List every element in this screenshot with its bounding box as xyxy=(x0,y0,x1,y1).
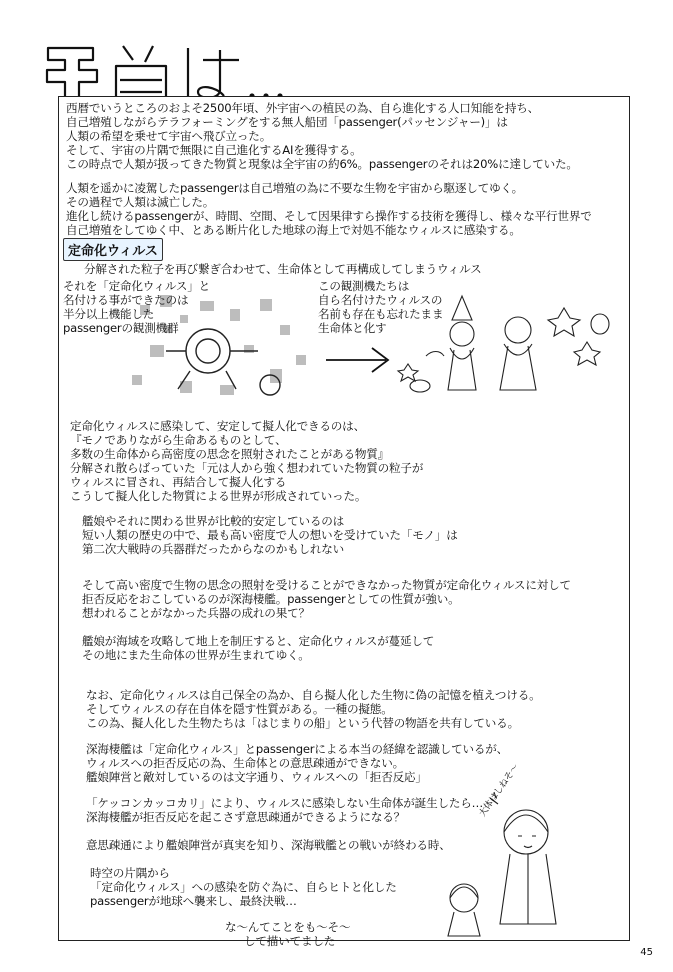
paragraph-line: 『モノでありながら生命あるものとして、 xyxy=(70,433,287,447)
paragraph-line: 深海棲艦は「定命化ウィルス」とpassengerによる本当の経緯を認識しているが、 xyxy=(86,742,509,756)
paragraph-line: なお、定命化ウィルスは自己保全の為か、自ら擬人化した生物に偽の記憶を植えつける。 xyxy=(86,688,541,702)
right-caption-line: 生命体と化す xyxy=(318,321,387,335)
paragraph-line: こうして擬人化した物質による世界が形成されていった。 xyxy=(70,489,367,503)
left-caption-line: それを「定命化ウィルス」と xyxy=(63,279,211,293)
arrow-right-icon xyxy=(324,340,394,380)
paragraph-line: 時空の片隅から xyxy=(90,866,170,880)
right-caption-line: 名前も存在も忘れたまま xyxy=(318,307,444,321)
paragraph-line: 艦娘やそれに関わる世界が比較的安定しているのは xyxy=(82,514,345,528)
doodle-caption: して描いてました xyxy=(244,934,336,948)
character-illustration xyxy=(390,294,615,414)
paragraph-line: 艦娘が海域を攻略して地上を制圧すると、定命化ウィルスが蔓延して xyxy=(82,634,435,648)
paragraph-line: 多数の生命体から高密度の思念を照射されたことがある物質』 xyxy=(70,447,390,461)
right-caption-line: この観測機たちは xyxy=(318,279,410,293)
paragraph-line: 「定命化ウィルス」への感染を防ぐ為に、自らヒトと化した xyxy=(90,880,397,894)
intro-line: 自己増殖しながらテラフォーミングをする無人船団「passenger(パッセンジャー)」は xyxy=(66,115,508,129)
paragraph-line: この為、擬人化した生物たちは「はじまりの船」という代替の物語を共有している。 xyxy=(86,716,519,730)
paragraph-line: 深海棲艦が拒否反応を起こさず意思疎通ができるようになる？ xyxy=(86,810,406,824)
paragraph-line: passengerが地球へ襲来し、最終決戦… xyxy=(90,894,297,908)
paragraph-line: ウィルスに冒され、再結合して擬人化する xyxy=(70,475,287,489)
left-caption-line: 半分以上機能した xyxy=(63,307,155,321)
paragraph-line: その地にまた生命体の世界が生まれてゆく。 xyxy=(82,648,310,662)
paragraph-line: 拒否反応をおこしているのが深海棲艦。passengerとしての性質が強い。 xyxy=(82,592,460,606)
intro-line: 西暦でいうところのおよそ2500年頃、外宇宙への植民の為、自ら進化する人口知能を持ち、 xyxy=(66,101,540,115)
paragraph-line: 分解され散らばっていた「元は人から強く想われていた物質の粒子が xyxy=(70,461,424,475)
chibi-doodle-illustration xyxy=(430,780,580,938)
right-caption-line: 自ら名付けたウィルスの xyxy=(318,293,443,307)
section-intro: 分解された粒子を再び繋ぎ合わせて、生命体として再構成してしまうウィルス xyxy=(84,262,482,276)
paragraph-line: 艦娘陣営と敵対しているのは文字通り、ウィルスへの「拒否反応」 xyxy=(86,770,427,784)
paragraph-line: 定命化ウィルスに感染して、安定して擬人化できるのは、 xyxy=(70,419,365,433)
intro-line: そして、宇宙の片隅で無限に自己進化するAIを獲得する。 xyxy=(66,143,362,157)
paragraph-line: そしてウィルスの存在自体を隠す性質がある。一種の擬態。 xyxy=(86,702,393,716)
intro-line: 人類の希望を乗せて宇宙へ飛び立った。 xyxy=(66,129,272,143)
paragraph-line: 自己増殖をしてゆく中、とある断片化した地球の海上で対処不能なウィルスに感染する。 xyxy=(66,223,521,237)
doodle-caption: な〜んてことをも〜そ〜 xyxy=(225,920,351,934)
paragraph-line: 短い人類の歴史の中で、最も高い密度で人の想いを受けていた「モノ」は xyxy=(82,528,458,542)
page-number: 45 xyxy=(640,947,653,958)
paragraph-line: 想われることがなかった兵器の成れの果て？ xyxy=(82,606,310,620)
paragraph-line: 意思疎通により艦娘陣営が真実を知り、深海戦艦との戦いが終わる時、 xyxy=(86,838,451,852)
left-caption-line: passengerの観測機群 xyxy=(63,321,179,335)
paragraph-line: ウィルスへの拒否反応の為、生命体との意思疎通ができない。 xyxy=(86,756,404,770)
side-doodle-text: 大体はしねそ〜 xyxy=(477,762,522,819)
section-heading: 定命化ウィルス xyxy=(63,238,163,261)
paragraph-line: そして高い密度で生物の思念の照射を受けることができなかった物質が定命化ウィルスに対して xyxy=(82,578,571,592)
paragraph-line: 第二次大戦時の兵器群だったからなのかもしれない xyxy=(82,542,345,556)
paragraph-line: その過程で人類は滅亡した。 xyxy=(66,195,215,209)
paragraph-line: 人類を遥かに凌駕したpassengerは自己増殖の為に不要な生物を宇宙から駆逐してゆく。 xyxy=(66,181,524,195)
paragraph-line: 進化し続けるpassengerが、時間、空間、そして因果律すら操作する技術を獲得し、様々な平行世界で xyxy=(66,209,592,223)
intro-line: この時点で人類が扱ってきた物質と現象は全宇宙の約6%。passengerのそれは20%に達していた。 xyxy=(66,157,578,171)
left-caption-line: 名付ける事ができたのは xyxy=(63,293,189,307)
paragraph-line: 「ケッコンカッコカリ」により、ウィルスに感染しない生命体が誕生したら… xyxy=(86,796,484,810)
page-title: 本当は．．． xyxy=(28,38,34,39)
